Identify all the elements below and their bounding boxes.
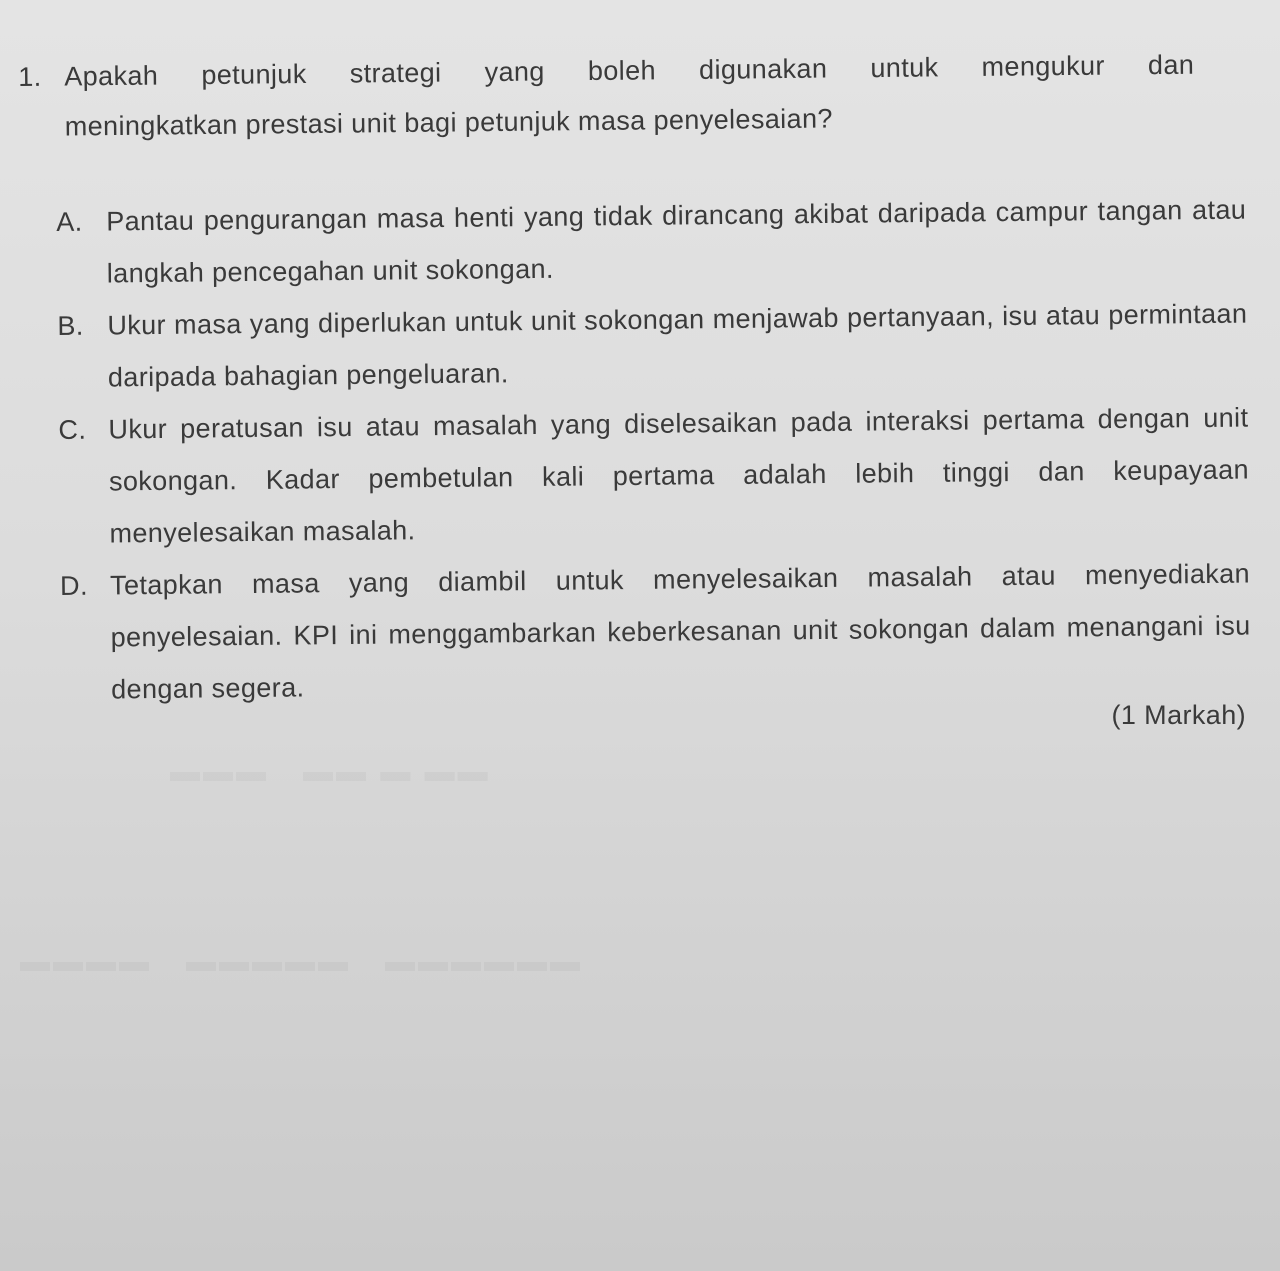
option-letter: C. [58, 414, 87, 445]
marks-label: (1 Markah) [1111, 700, 1246, 730]
option-letter: A. [56, 206, 83, 237]
bleed-through-mark: ▬▬▬ ▬▬ ▬ ▬▬ [170, 755, 491, 788]
question-text-line-2: meningkatkan prestasi unit bagi petunjuk masa penyelesaian? [64, 103, 833, 142]
option-a [56, 184, 1249, 300]
option-b [57, 288, 1250, 404]
option-letter: D. [59, 570, 89, 601]
option-text: Tetapkan masa yang diambil untuk menyelesaikan masalah atau menyediakan penyelesaian. KPI ini menggambarkan keberkesanan unit sokongan dalam menangani isu dengan segera. [109, 558, 1251, 705]
option-d [60, 547, 1254, 715]
question-number: 1. [18, 61, 42, 92]
answer-options [56, 184, 1253, 716]
option-text: Ukur peratusan isu atau masalah yang diselesaikan pada interaksi pertama dengan unit sokongan. Kadar pembetulan kali pertama adalah lebih tinggi dan keupayaan menyelesaikan masalah. [108, 402, 1250, 549]
option-text: Ukur masa yang diperlukan untuk unit sokongan menjawab pertanyaan, isu atau permintaan daripada bahagian pengeluaran. [107, 298, 1248, 393]
option-letter: B. [57, 310, 84, 341]
question-block [18, 39, 1219, 152]
option-text: Pantau pengurangan masa henti yang tidak dirancang akibat daripada campur tangan atau langkah pencegahan unit sokongan. [106, 194, 1247, 289]
option-c [58, 392, 1252, 560]
question-text-line-1: Apakah petunjuk strategi yang boleh digunakan untuk mengukur dan [64, 49, 1195, 92]
bleed-through-mark: ▬▬▬▬ ▬▬▬▬▬ ▬▬▬▬▬▬ [20, 945, 584, 978]
